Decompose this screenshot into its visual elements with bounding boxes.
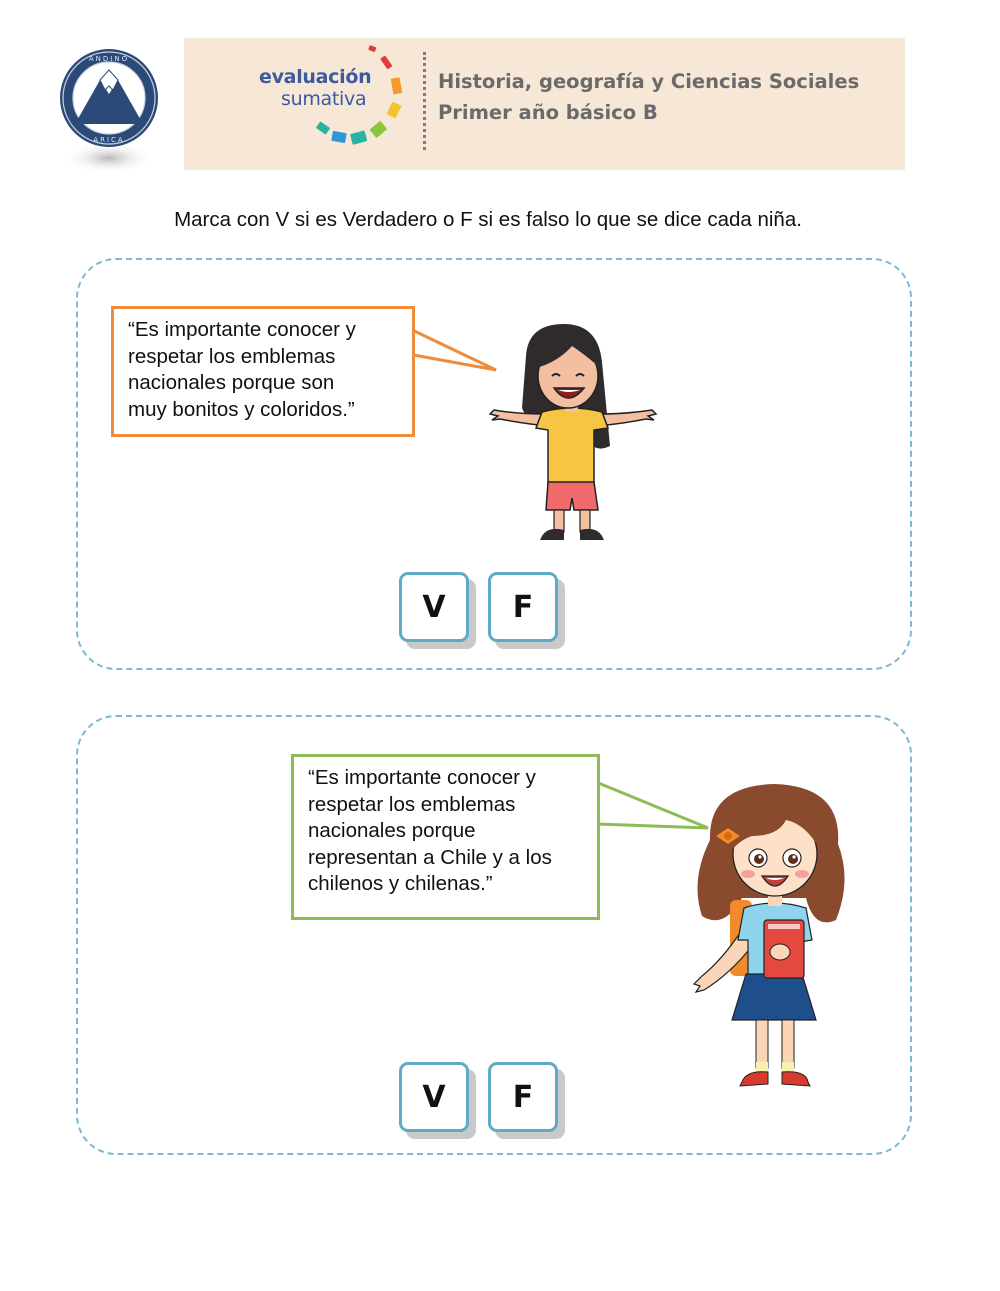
- girl-with-books-icon: [682, 780, 862, 1098]
- girl-open-arms-icon: [486, 318, 662, 546]
- banner-divider: [423, 52, 426, 150]
- svg-text:ARICA: ARICA: [93, 136, 125, 144]
- true-button-2[interactable]: V: [399, 1062, 469, 1132]
- logo-word-sumativa: sumativa: [281, 88, 367, 110]
- speech-bubble-1: [111, 306, 415, 437]
- subject-title: Historia, geografía y Ciencias Sociales: [438, 70, 860, 93]
- grade-title: Primer año básico B: [438, 101, 658, 124]
- quote-text-1: “Es importante conocer y respetar los emblemas nacionales porque son muy bonitos y coloridos.”: [128, 318, 356, 421]
- school-crest-icon: [58, 40, 160, 178]
- quote-text-2: “Es importante conocer y respetar los emblemas nacionales porque representan a Chile y a los chilenos y chilenas.”: [308, 766, 552, 895]
- evaluacion-sumativa-logo: [259, 42, 409, 152]
- header-banner: [184, 38, 905, 170]
- logo-word-evaluacion: evaluación: [259, 66, 372, 88]
- false-button-2[interactable]: F: [488, 1062, 558, 1132]
- true-button-1[interactable]: V: [399, 572, 469, 642]
- false-button-1[interactable]: F: [488, 572, 558, 642]
- instructions-text: Marca con V si es Verdadero o F si es falso lo que se dice cada niña.: [174, 208, 802, 231]
- svg-text:ANDINO: ANDINO: [88, 55, 130, 63]
- speech-bubble-2: [291, 754, 600, 920]
